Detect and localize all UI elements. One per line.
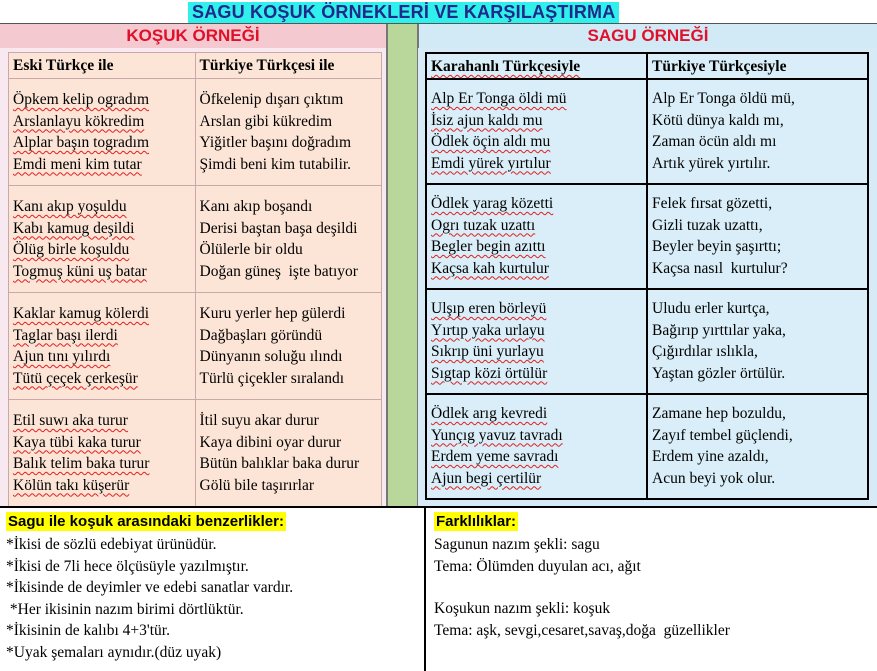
verse-line: Ogrı tuzak uzattı xyxy=(431,216,536,234)
verse-line: Kölün takı küşerür xyxy=(13,476,130,494)
kosuk-stanza-row xyxy=(9,79,382,186)
sagu-theme-text: Tema: Ölümden duyulan acı, ağıt xyxy=(434,557,641,575)
verse-line: Yaştan gözler örtülür. xyxy=(652,364,786,382)
verse-line: Taglar başı ilerdi xyxy=(13,326,118,344)
verse-line: Ödlek öçin aldı mu xyxy=(431,133,551,150)
verse-line: Bütün balıklar baka durur xyxy=(199,455,360,472)
verse-line: Ulşıp eren börleyü xyxy=(431,300,547,317)
kosuk-header-row xyxy=(9,53,382,79)
kosuk-col-new-header: Türkiye Türkçesi ile xyxy=(195,53,382,79)
verse-line: Gölü bile taşırırlar xyxy=(199,476,314,494)
sagu-col-old-header-text: Karahanlı Türkçesiyle xyxy=(431,58,581,75)
verse-line: İsiz ajun kaldı mu xyxy=(431,111,543,129)
verse-line: Zaman öcün aldı mı xyxy=(652,133,777,150)
kosuk-stanza-row xyxy=(9,400,382,507)
verse-line: Dünyanın soluğu ılındı xyxy=(199,348,343,365)
similarity-item: *Uyak şemaları aynıdır.(düz uyak) xyxy=(6,643,222,661)
verse-line: Kaya tübi kaka turur xyxy=(13,433,141,451)
sagu-stanza-old xyxy=(426,184,647,289)
kosuk-stanza-new xyxy=(195,79,382,186)
kosuk-theme-text: Tema: aşk, sevgi,cesaret,savaş,doğa güzellikler xyxy=(434,621,730,639)
kosuk-header: KOŞUK ÖRNEĞİ xyxy=(0,24,387,48)
sagu-stanza-new xyxy=(647,394,868,499)
kosuk-table xyxy=(8,52,382,507)
verse-line: Öpkem kelip ogradım xyxy=(13,91,150,108)
verse-line: Yunçıg yavuz tavradı xyxy=(431,426,563,444)
sagu-stanza-new xyxy=(647,79,868,184)
verse-line: Kabı kamug deşildi xyxy=(13,219,135,237)
verse-line: Kuru yerler hep gülerdi xyxy=(199,305,346,322)
differences-heading: Farklılıklar: xyxy=(436,513,517,530)
sagu-stanza-row xyxy=(426,184,868,289)
verse-line: Ödlek arıg kevredi xyxy=(431,405,548,422)
verse-line: Öfkelenip dışarı çıktım xyxy=(199,91,344,108)
verse-line: Derisi baştan başa deşildi xyxy=(199,219,358,237)
verse-line: Çığırdılar ıslıkla, xyxy=(652,343,758,360)
verse-line: Togmuş küni uş batar xyxy=(13,262,147,280)
sagu-stanza-row xyxy=(426,289,868,394)
sagu-header: SAGU ÖRNEĞİ xyxy=(418,24,877,48)
verse-line: Begler begin azıttı xyxy=(431,238,546,255)
verse-line: Sıgtap közi örtülür xyxy=(431,364,548,382)
verse-line: Arslan gibi kükredim xyxy=(199,112,333,130)
verse-line: Arslanlayu kökredim xyxy=(13,112,145,130)
verse-line: Ölülerle bir oldu xyxy=(199,241,303,258)
sagu-col-old-header xyxy=(426,53,647,79)
verse-line: Kaklar kamug kölerdi xyxy=(13,305,150,322)
kosuk-panel xyxy=(0,48,387,506)
verse-line: Ölüg birle koşuldu xyxy=(13,241,130,258)
verse-line: Alp Er Tonga öldü mü, xyxy=(652,90,795,107)
comparison-section xyxy=(0,506,877,671)
verse-line: Kanı akıp yoşuldu xyxy=(13,198,127,215)
kosuk-stanza-new xyxy=(195,400,382,507)
similarity-item: *İkisi de sözlü edebiyat ürünüdür. xyxy=(6,536,217,553)
verse-line: Yırtıp yaka urlayu xyxy=(431,321,545,339)
sagu-stanza-new xyxy=(647,184,868,289)
kosuk-stanza-old xyxy=(9,79,196,186)
verse-line: Erdem yine azaldı, xyxy=(652,448,769,465)
verse-line: Kaçsa kah kurtulur xyxy=(431,259,549,277)
verse-line: Kaçsa nasıl kurtulur? xyxy=(652,259,788,277)
verse-line: Alplar başın togradım xyxy=(13,134,150,151)
sagu-col-new-header: Türkiye Türkçesiyle xyxy=(647,53,868,79)
similarities-heading: Sagu ile koşuk arasındaki benzerlikler: xyxy=(8,513,284,530)
verse-line: Felek fırsat gözetti, xyxy=(652,195,773,212)
sagu-panel xyxy=(418,48,877,506)
sagu-table xyxy=(425,52,869,500)
verse-line: Ajun tını yılırdı xyxy=(13,348,111,365)
verse-line: Kaya dibini oyar durur xyxy=(199,433,342,451)
green-divider-strip xyxy=(387,24,418,506)
verse-line: Türlü çiçekler sıralandı xyxy=(199,369,345,387)
kosuk-stanza-new xyxy=(195,186,382,293)
kosuk-stanza-row xyxy=(9,293,382,400)
verse-line: Emdi meni kim tutar xyxy=(13,155,142,173)
verse-line: Beyler beyin şaşırttı; xyxy=(652,238,782,255)
verse-line: Tütü çeçek çerkeşür xyxy=(13,369,138,387)
verse-line: Şimdi beni kim tutabilir. xyxy=(199,155,352,173)
sagu-header-row xyxy=(426,53,868,79)
spacer xyxy=(434,577,874,598)
kosuk-stanza-new xyxy=(195,293,382,400)
verse-line: İtil suyu akar durur xyxy=(199,412,319,429)
verse-line: Yiğitler başını doğradım xyxy=(199,134,352,151)
verse-line: Bağırıp yırttılar yaka, xyxy=(652,321,786,339)
verse-line: Kötü dünya kaldı mı, xyxy=(652,111,784,129)
sagu-stanza-row xyxy=(426,394,868,499)
kosuk-col-old-header: Eski Türkçe ile xyxy=(9,53,196,79)
kosuk-stanza-old xyxy=(9,293,196,400)
sagu-stanza-old xyxy=(426,79,647,184)
verse-line: Uludu erler kurtça, xyxy=(652,300,770,317)
similarity-item: *İkisinin de kalıbı 4+3'tür. xyxy=(6,622,170,639)
bottom-divider xyxy=(424,508,426,671)
verse-line: Acun beyi yok olur. xyxy=(652,469,776,487)
verse-line: Sıkrıp üni yurlayu xyxy=(431,343,544,360)
verse-line: Erdem yeme savradı xyxy=(431,448,559,465)
verse-line: Artık yürek yırtılır. xyxy=(652,154,771,172)
verse-line: Zayıf tembel güçlendi, xyxy=(652,426,793,444)
kosuk-stanza-row xyxy=(9,186,382,293)
page-title: SAGU KOŞUK ÖRNEKLERİ VE KARŞILAŞTIRMA xyxy=(188,2,619,23)
title-bar xyxy=(0,0,877,24)
kosuk-stanza-old xyxy=(9,400,196,507)
differences-block xyxy=(434,512,874,641)
verse-line: Emdi yürek yırtılur xyxy=(431,154,551,172)
verse-line: Balık telim baka turur xyxy=(13,455,150,472)
verse-line: Kanı akıp boşandı xyxy=(199,198,313,215)
similarity-item: *Her ikisinin nazım birimi dörtlüktür. xyxy=(6,600,244,618)
verse-line: Gizli tuzak uzattı, xyxy=(652,216,763,234)
sagu-form-text: Sagunun nazım şekli: sagu xyxy=(434,536,600,553)
verse-line: Zamane hep bozuldu, xyxy=(652,405,786,422)
similarities-block xyxy=(6,512,416,663)
similarity-item: *İkisi de 7li hece ölçüsüyle yazılmıştır. xyxy=(6,557,249,575)
sagu-stanza-row xyxy=(426,79,868,184)
similarity-item: *İkisinde de deyimler ve edebi sanatlar vardır. xyxy=(6,579,294,596)
verse-line: Ajun begi çertilür xyxy=(431,469,542,487)
verse-line: Doğan güneş işte batıyor xyxy=(199,262,358,280)
sagu-stanza-old xyxy=(426,394,647,499)
kosuk-form-text: Koşukun nazım şekli: koşuk xyxy=(434,600,611,617)
verse-line: Etil suwı aka turur xyxy=(13,412,128,429)
verse-line: Alp Er Tonga öldi mü xyxy=(431,90,567,107)
verse-line: Dağbaşları göründü xyxy=(199,326,323,344)
kosuk-stanza-old xyxy=(9,186,196,293)
verse-line: Ödlek yarag közetti xyxy=(431,195,554,212)
sagu-stanza-old xyxy=(426,289,647,394)
sagu-stanza-new xyxy=(647,289,868,394)
